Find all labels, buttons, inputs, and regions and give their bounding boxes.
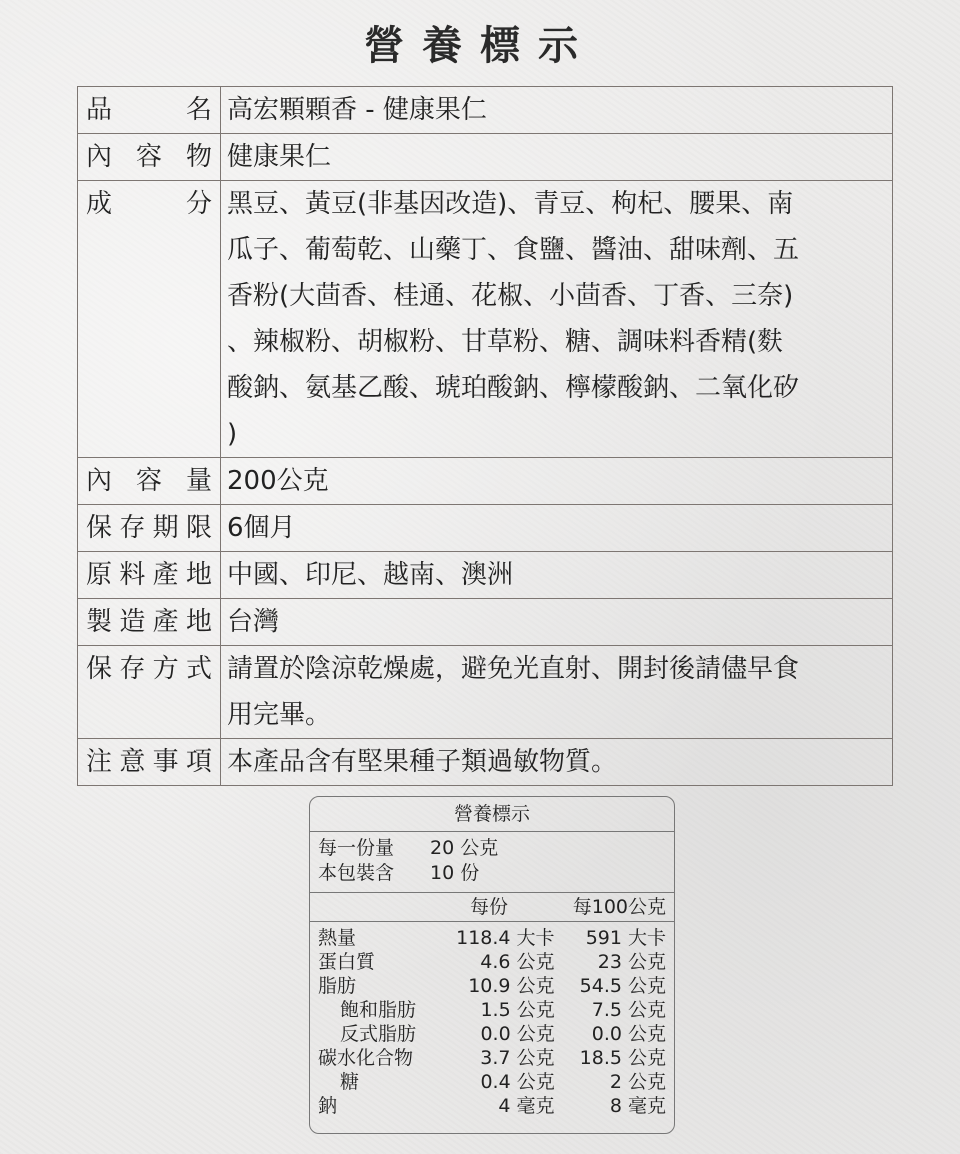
per-serving-value: 1.5 公克: [480, 999, 555, 1021]
info-value-line: 、辣椒粉、胡椒粉、甘草粉、糖、調味料香精(麩: [227, 327, 784, 357]
info-value: [221, 458, 893, 505]
per-100g-value: 2 公克: [609, 1071, 666, 1093]
nutrition-row: [318, 1070, 666, 1094]
info-value: [221, 134, 893, 181]
info-row: [78, 458, 893, 505]
per-100g-value: 8 毫克: [609, 1095, 666, 1117]
info-value-text: 台灣: [227, 607, 280, 637]
nutrition-title: 營養標示: [310, 797, 674, 832]
per-serving-header: 每份: [469, 896, 508, 918]
per-serving-value: 0.0 公克: [480, 1023, 555, 1045]
info-value: [221, 739, 893, 786]
info-value-text: 6個月: [227, 513, 296, 543]
nutrition-row: [318, 1046, 666, 1070]
info-row: [78, 552, 893, 599]
per-100g-value: 7.5 公克: [591, 999, 666, 1021]
info-value-line: 瓜子、葡萄乾、山藥丁、食鹽、醬油、甜味劑、五: [227, 235, 800, 265]
info-row: [78, 646, 893, 739]
info-value: [221, 646, 893, 739]
nutrient-name: 脂肪: [318, 975, 357, 997]
info-key: 內 容 量: [78, 458, 221, 505]
info-row: [78, 87, 893, 134]
info-value-line: ): [227, 419, 238, 449]
per-100g-value: 23 公克: [597, 951, 666, 973]
info-value: [221, 87, 893, 134]
per-serving-value: 3.7 公克: [480, 1047, 555, 1069]
per-100g-header: 每100公克: [572, 896, 666, 918]
nutrition-row: [318, 998, 666, 1022]
servings-label: 本包裝含: [318, 862, 395, 884]
nutrient-name: 鈉: [318, 1095, 338, 1117]
per-serving-value: 4 毫克: [498, 1095, 555, 1117]
nutrient-name: 蛋白質: [318, 951, 376, 973]
info-value-text: 200公克: [227, 466, 329, 496]
info-value-text: 高宏顆顆香 - 健康果仁: [227, 95, 487, 125]
info-key: 保 存 期 限: [78, 505, 221, 552]
serving-size-value: 20 公克: [430, 837, 499, 859]
info-row: [78, 739, 893, 786]
per-serving-value: 0.4 公克: [480, 1071, 555, 1093]
page-title: 營養標示: [364, 22, 596, 69]
nutrient-name: 糖: [340, 1071, 360, 1093]
info-value-text: 中國、印尼、越南、澳洲: [227, 560, 514, 590]
info-key: 內 容 物: [78, 134, 221, 181]
per-100g-value: 18.5 公克: [579, 1047, 666, 1069]
info-value-line: 酸鈉、氨基乙酸、琥珀酸鈉、檸檬酸鈉、二氧化矽: [227, 373, 800, 403]
info-key: 原 料 產 地: [78, 552, 221, 599]
product-info-table: [77, 86, 893, 786]
info-row: [78, 505, 893, 552]
servings-row: [318, 861, 666, 886]
per-serving-value: 10.9 公克: [468, 975, 555, 997]
info-row: [78, 134, 893, 181]
info-value: [221, 505, 893, 552]
nutrition-rows: [310, 922, 674, 1118]
info-row: [78, 181, 893, 458]
info-value-text: 本產品含有堅果種子類過敏物質。: [227, 747, 618, 777]
nutrient-name: 飽和脂肪: [340, 999, 417, 1021]
info-row: [78, 599, 893, 646]
per-100g-value: 591 大卡: [585, 927, 666, 949]
nutrition-panel: [309, 796, 675, 1134]
info-key: 成 分: [78, 181, 221, 458]
info-value-line: 請置於陰涼乾燥處，避免光直射、開封後請儘早食: [227, 654, 800, 684]
info-value-line: 香粉(大茴香、桂通、花椒、小茴香、丁香、三奈): [227, 281, 794, 311]
info-value-text: 健康果仁: [227, 142, 332, 172]
per-serving-value: 118.4 大卡: [456, 927, 555, 949]
serving-size-row: [318, 836, 666, 861]
info-value: [221, 552, 893, 599]
nutrition-row: [318, 1022, 666, 1046]
info-value-line: 黑豆、黃豆(非基因改造)、青豆、枸杞、腰果、南: [227, 189, 794, 219]
per-serving-value: 4.6 公克: [480, 951, 555, 973]
nutrition-row: [318, 974, 666, 998]
info-key: 保 存 方 式: [78, 646, 221, 739]
servings-value: 10 份: [430, 862, 480, 884]
nutrition-column-header: [310, 893, 674, 922]
info-key: 注 意 事 項: [78, 739, 221, 786]
serving-info: [310, 832, 674, 893]
per-100g-value: 54.5 公克: [579, 975, 666, 997]
nutrient-name: 反式脂肪: [340, 1023, 417, 1045]
per-100g-value: 0.0 公克: [591, 1023, 666, 1045]
nutrition-row: [318, 950, 666, 974]
info-key: 製 造 產 地: [78, 599, 221, 646]
nutrition-row: [318, 1094, 666, 1118]
nutrient-name: 碳水化合物: [318, 1047, 414, 1069]
info-value: [221, 599, 893, 646]
info-value-line: 用完畢。: [227, 700, 332, 730]
serving-size-label: 每一份量: [318, 837, 395, 859]
nutrition-row: [318, 926, 666, 950]
nutrient-name: 熱量: [318, 927, 357, 949]
info-key: 品 名: [78, 87, 221, 134]
info-value: [221, 181, 893, 458]
